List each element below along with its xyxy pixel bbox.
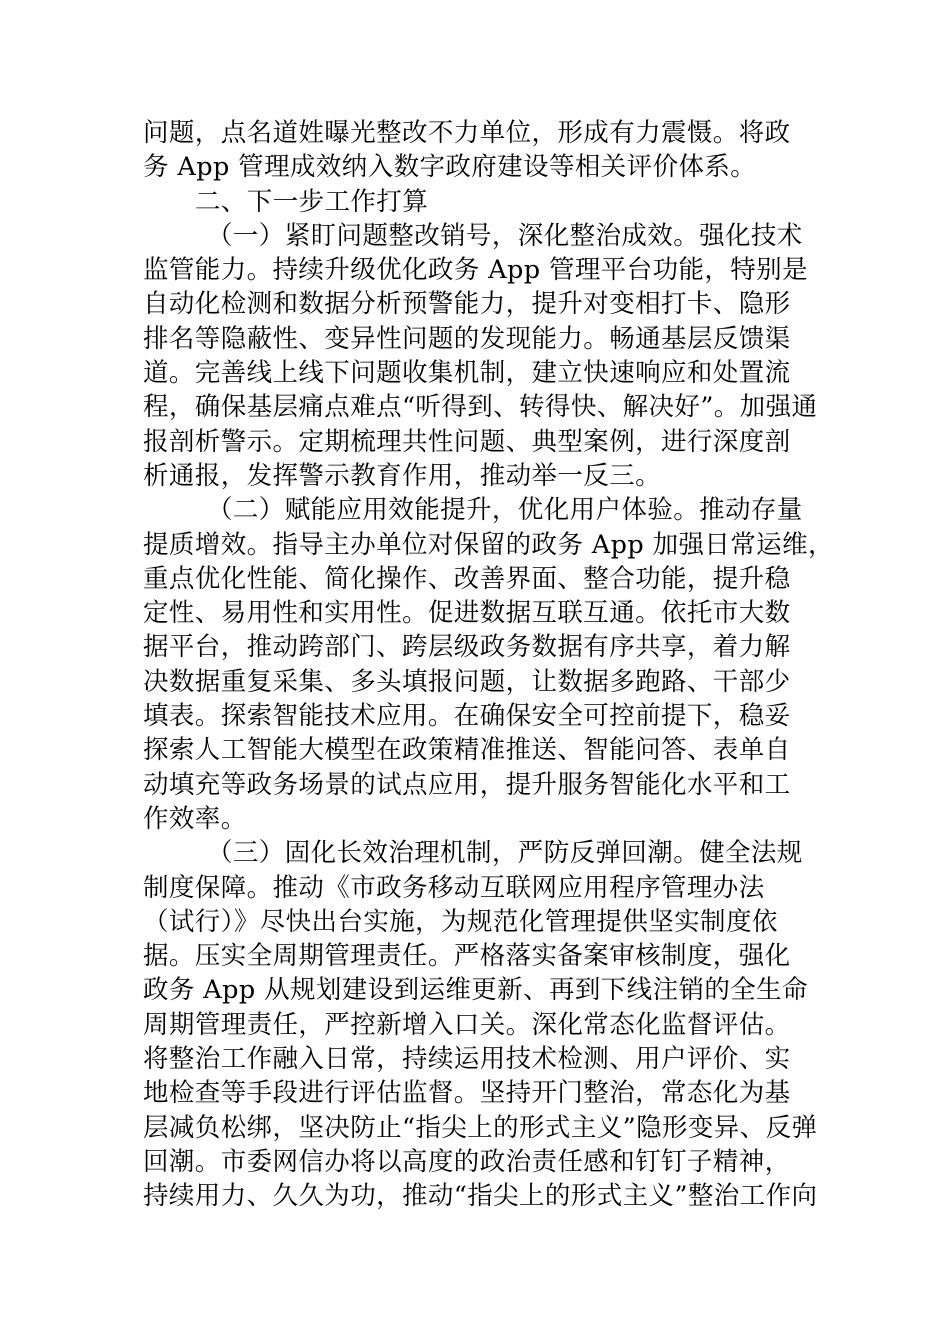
- text-line: 报剖析警示。定期梳理共性问题、典型案例，进行深度剖: [143, 426, 791, 457]
- document-body: [143, 116, 834, 1214]
- text-line: 决数据重复采集、多头填报问题，让数据多跑路、干部少: [143, 666, 791, 697]
- text-line: 回潮。市委网信办将以高度的政治责任感和钉钉子精神，: [143, 1146, 791, 1177]
- text-line: 将整治工作融入日常，持续运用技术检测、用户评价、实: [143, 1044, 791, 1075]
- paragraph-first-line: （二）赋能应用效能提升，优化用户体验。推动存量: [207, 495, 803, 526]
- text-line: 制度保障。推动《市政务移动互联网应用程序管理办法: [143, 872, 765, 903]
- section-heading: 二、下一步工作打算: [195, 186, 429, 217]
- paragraph-first-line: （一）紧盯问题整改销号，深化整治成效。强化技术: [207, 220, 803, 251]
- text-line: 程，确保基层痛点难点“听得到、转得快、解决好”。加强通: [143, 392, 818, 423]
- text-line: 定性、易用性和实用性。促进数据互联互通。依托市大数: [143, 598, 791, 629]
- text-line: （试行）》尽快出台实施，为规范化管理提供坚实制度依: [143, 906, 778, 937]
- text-line: 动填充等政务场景的试点应用，提升服务智能化水平和工: [143, 769, 791, 800]
- text-line: 周期管理责任，严控新增入口关。深化常态化监督评估。: [143, 1009, 791, 1040]
- text-line: 重点优化性能、简化操作、改善界面、整合功能，提升稳: [143, 563, 791, 594]
- text-line: 监管能力。持续升级优化政务 App 管理平台功能，特别是: [143, 255, 808, 286]
- text-line: 据平台，推动跨部门、跨层级政务数据有序共享，着力解: [143, 632, 791, 663]
- text-line: 作效率。: [143, 803, 247, 834]
- text-line: 探索人工智能大模型在政策精准推送、智能问答、表单自: [143, 735, 791, 766]
- text-line: 道。完善线上线下问题收集机制，建立快速响应和处置流: [143, 358, 791, 389]
- text-line: 填表。探索智能技术应用。在确保安全可控前提下，稳妥: [143, 701, 791, 732]
- text-line: 自动化检测和数据分析预警能力，提升对变相打卡、隐形: [143, 289, 791, 320]
- text-line: 层减负松绑，坚决防止“指尖上的形式主义”隐形变异、反弹: [143, 1112, 818, 1143]
- text-line: 排名等隐蔽性、变异性问题的发现能力。畅通基层反馈渠: [143, 323, 791, 354]
- text-line: 地检查等手段进行评估监督。坚持开门整治，常态化为基: [143, 1078, 791, 1109]
- paragraph-first-line: （三）固化长效治理机制，严防反弹回潮。健全法规: [207, 838, 803, 869]
- text-line: 务 App 管理成效纳入数字政府建设等相关评价体系。: [143, 152, 757, 183]
- text-line: 问题，点名道姓曝光整改不力单位，形成有力震慑。将政: [143, 118, 791, 148]
- text-line: 析通报，发挥警示教育作用，推动举一反三。: [143, 460, 662, 491]
- text-line: 提质增效。指导主办单位对保留的政务 App 加强日常运维，: [143, 529, 834, 560]
- text-line: 政务 App 从规划建设到运维更新、再到下线注销的全生命: [143, 975, 808, 1006]
- text-line: 持续用力、久久为功，推动“指尖上的形式主义”整治工作向: [143, 1181, 818, 1212]
- text-line: 据。压实全周期管理责任。严格落实备案审核制度，强化: [143, 941, 791, 972]
